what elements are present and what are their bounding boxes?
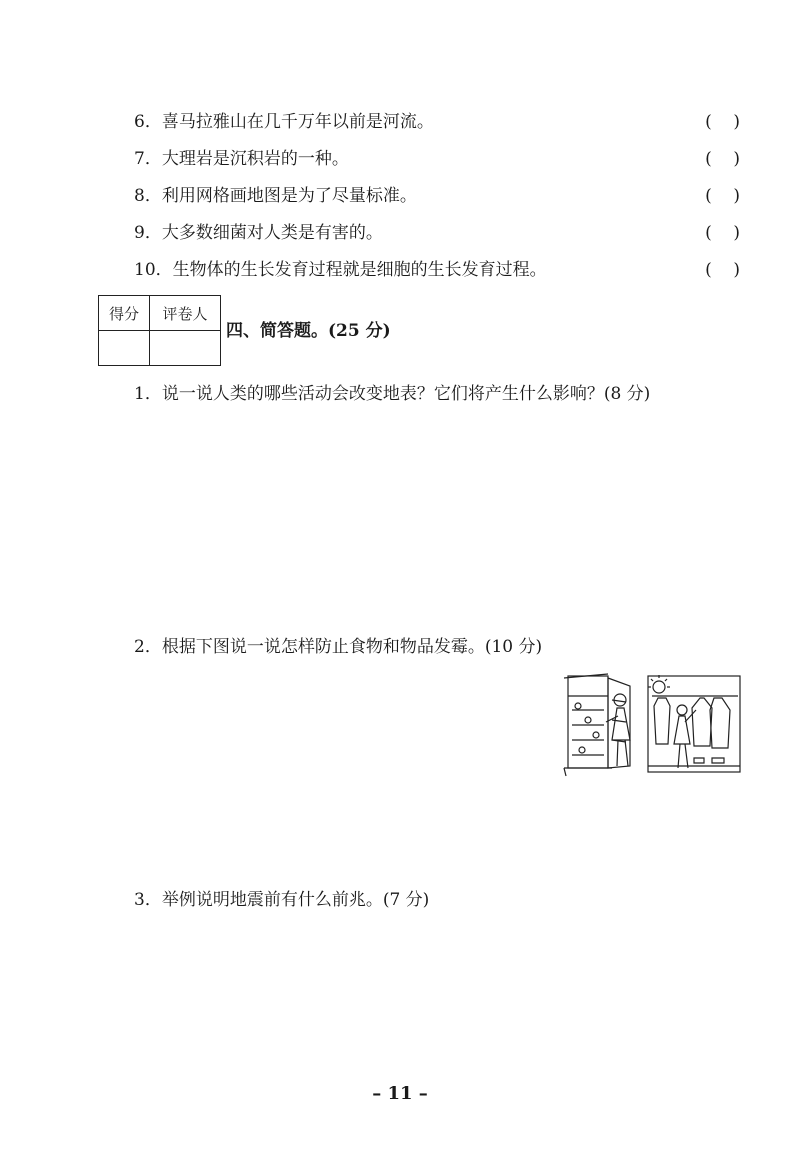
judgment-item [134,145,740,173]
question-text: 举例说明地震前有什么前兆。(7 分) [161,890,430,910]
item-number: 6． [134,112,162,132]
judgment-statement [134,182,417,210]
score-cell[interactable] [99,331,150,366]
judgment-statement [134,108,434,136]
judgment-item [134,256,740,284]
question-3 [134,886,429,914]
judgment-item [134,182,740,210]
grader-cell[interactable] [150,331,221,366]
girl-icon [606,694,630,766]
item-number: 8． [134,186,162,206]
question-text: 说一说人类的哪些活动会改变地表？它们将产生什么影响？(8 分) [161,384,651,404]
item-number: 9． [134,223,162,243]
question-1 [134,380,650,408]
section-title: 四、简答题。(25 分) [226,321,391,341]
item-number: 7． [134,149,162,169]
question-number: 2． [134,637,162,657]
answer-parentheses[interactable]: ( ) [705,223,740,243]
question-number: 3． [134,890,162,910]
grader-label: 评卷人 [150,296,221,331]
judgment-statement [134,219,383,247]
item-text: 大多数细菌对人类是有害的。 [161,223,383,243]
question-text: 根据下图说一说怎样防止食物和物品发霉。(10 分) [161,637,543,657]
answer-parentheses[interactable]: ( ) [705,112,740,132]
item-text: 生物体的生长发育过程就是细胞的生长发育过程。 [172,260,547,280]
judgment-item [134,219,740,247]
item-text: 大理岩是沉积岩的一种。 [161,149,349,169]
item-text: 喜马拉雅山在几千万年以前是河流。 [161,112,434,132]
answer-parentheses[interactable]: ( ) [705,260,740,280]
item-text: 利用网格画地图是为了尽量标准。 [161,186,417,206]
judgment-item [134,108,740,136]
answer-parentheses[interactable]: ( ) [705,149,740,169]
judgment-statement [134,145,349,173]
judgment-statement [134,256,547,284]
question-2 [134,633,542,661]
page-number: – 11 – [372,1083,428,1104]
score-label: 得分 [99,296,150,331]
refrigerator-and-clothes-drying-icon [562,670,744,780]
question-number: 1． [134,384,162,404]
item-number: 10． [134,260,173,280]
refrigerator-icon [564,674,630,776]
score-box [98,295,221,366]
clothes-drying-icon [648,675,740,772]
answer-parentheses[interactable]: ( ) [705,186,740,206]
